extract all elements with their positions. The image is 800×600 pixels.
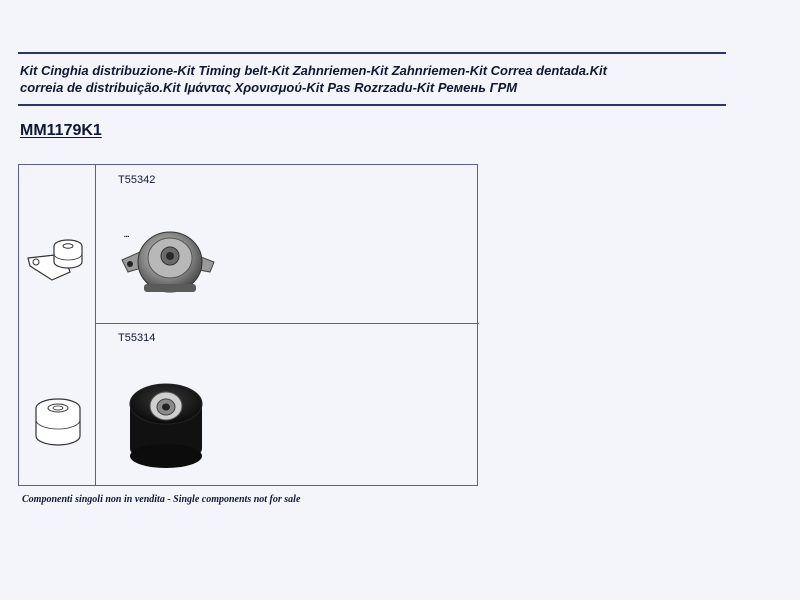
header-rule-bottom (18, 104, 726, 106)
kit-title (20, 62, 720, 96)
header-rule-top (18, 52, 726, 54)
kit-code: MM1179K1 (20, 122, 102, 139)
part-number-t55314: T55314 (118, 332, 156, 344)
kit-title-line-1: Kit Cinghia distribuzione-Kit Timing belt-Kit Zahnriemen-Kit Zahnriemen-Kit Correa dentada.Kit (20, 63, 607, 78)
tensioner-pulley-icon (118, 222, 218, 302)
part-number-t55342: T55342 (118, 174, 156, 186)
svg-text:▪▪▪: ▪▪▪ (124, 234, 130, 240)
table-row-divider (95, 323, 479, 324)
tensioner-schematic-icon (24, 232, 88, 290)
idler-pulley-icon (124, 380, 208, 470)
idler-schematic-icon (30, 396, 86, 452)
footer-note: Componenti singoli non in vendita - Single components not for sale (22, 494, 301, 505)
kit-title-line-2: correia de distribuição.Kit Ιμάντας Χρονισμού-Kit Pas Rozrzadu-Kit Ремень ГРМ (20, 80, 518, 95)
table-column-divider (95, 165, 96, 485)
components-table (18, 164, 478, 486)
